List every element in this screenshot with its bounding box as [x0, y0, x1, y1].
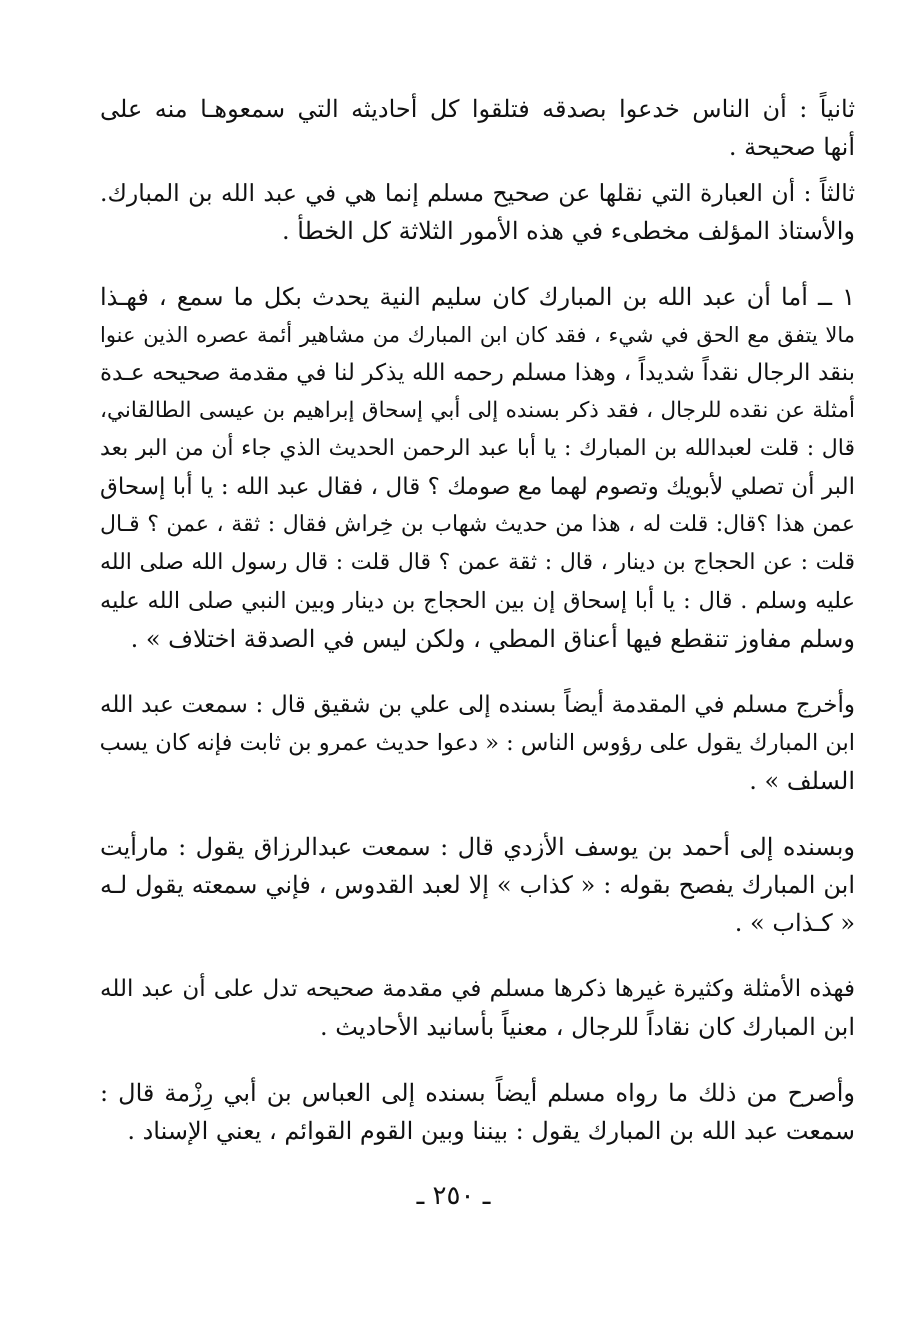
paragraph-thirdly	[100, 174, 855, 250]
paragraph-muslim-intro	[100, 686, 855, 800]
paragraph-gap	[100, 666, 855, 686]
paragraph-secondly	[100, 90, 855, 166]
text-line: « كـذاب » .	[734, 909, 855, 937]
text-line: مالا يتفق مع الحق في شيء ، فقد كان ابن المبارك من مشاهير أئمة عصره الذين عنوا	[100, 323, 855, 347]
text-line: أنها صحيحة .	[728, 133, 855, 161]
paragraph-gap	[100, 258, 855, 278]
text-line: سمعت عبد الله بن المبارك يقول : بيننا وبين القوم القوائم ، يعني الإسناد .	[127, 1117, 855, 1145]
paragraph-gap	[100, 808, 855, 828]
paragraph-ahmad-azdi	[100, 828, 855, 942]
text-line: فهذه الأمثلة وكثيرة غيرها ذكرها مسلم في مقدمة صحيحه تدل على أن عبد الله	[100, 976, 855, 1002]
text-line: ابن المبارك يقول على رؤوس الناس : « دعوا حديث عمرو بن ثابت فإنه كان يسب	[100, 730, 855, 756]
paragraph-gap	[100, 950, 855, 970]
text-line: عليه وسلم . قال : يا أبا إسحاق إن بين الحجاج بن دينار وبين النبي صلى الله عليه	[100, 588, 855, 614]
text-line: وأصرح من ذلك ما رواه مسلم أيضاً بسنده إلى العباس بن أبي رِزْمة قال :	[100, 1079, 855, 1107]
text-line: والأستاذ المؤلف مخطىء في هذه الأمور الثلاثة كل الخطأ .	[282, 217, 855, 245]
text-line: ثانياً : أن الناس خدعوا بصدقه فتلقوا كل أحاديثه التي سمعوهـا منه على	[100, 95, 855, 123]
text-line: ابن المبارك كان نقاداً للرجال ، معنياً بأسانيد الأحاديث .	[320, 1013, 855, 1041]
page-number: ـ ٢٥٠ ـ	[416, 1181, 491, 1211]
paragraph-isnad	[100, 1074, 855, 1150]
text-line: قلت : عن الحجاج بن دينار ، قال : ثقة عمن ؟ قال قلت : قال رسول الله صلى الله	[100, 550, 855, 575]
text-line: وسلم مفاوز تنقطع فيها أعناق المطي ، ولكن ليس في الصدقة اختلاف » .	[130, 625, 855, 653]
text-line: ١ ــ أما أن عبد الله بن المبارك كان سليم النية يحدث بكل ما سمع ، فهـذا	[100, 283, 855, 311]
text-line: بنقد الرجال نقداً شديداً ، وهذا مسلم رحمه الله يذكر لنا في مقدمة صحيحه عـدة	[100, 360, 855, 386]
text-line: ثالثاً : أن العبارة التي نقلها عن صحيح مسلم إنما هي في عبد الله بن المبارك.	[100, 179, 855, 207]
text-line: وأخرج مسلم في المقدمة أيضاً بسنده إلى علي بن شقيق قال : سمعت عبد الله	[100, 692, 855, 718]
page-body	[100, 90, 855, 1158]
text-line: البر أن تصلي لأبويك وتصوم لهما مع صومك ؟ قال ، فقال عبد الله : يا أبا إسحاق	[100, 474, 855, 500]
text-line: عمن هذا ؟قال: قلت له ، هذا من حديث شهاب بن خِراش فقال : ثقة ، عمن ؟ قـال	[100, 512, 855, 537]
text-line: السلف » .	[749, 767, 855, 795]
text-line: أمثلة عن نقده للرجال ، فقد ذكر بسنده إلى أبي إسحاق إبراهيم بن عيسى الطالقاني،	[100, 398, 855, 423]
paragraph-gap	[100, 1054, 855, 1074]
paragraph-examples	[100, 970, 855, 1046]
text-line: وبسنده إلى أحمد بن يوسف الأزدي قال : سمعت عبدالرزاق يقول : مارأيت	[100, 833, 855, 861]
text-line: قال : قلت لعبدالله بن المبارك : يا أبا عبد الرحمن الحديث الذي جاء أن من البر بعد	[100, 436, 855, 461]
paragraph-point-one	[100, 278, 855, 658]
text-line: ابن المبارك يفصح بقوله : « كذاب » إلا لعبد القدوس ، فإني سمعته يقول لـه	[100, 871, 855, 899]
